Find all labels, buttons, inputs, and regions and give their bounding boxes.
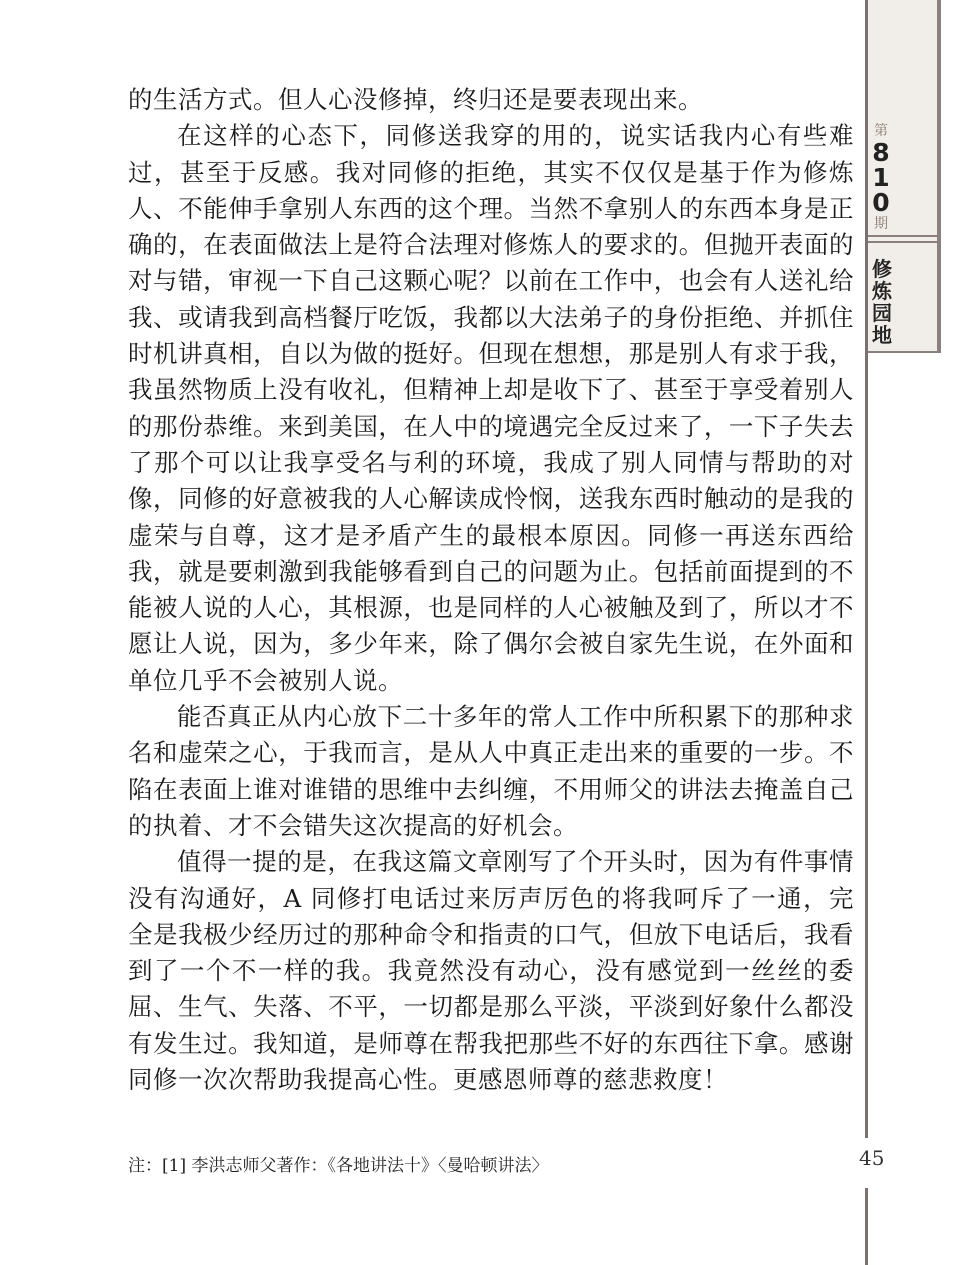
- column-title: [868, 258, 896, 346]
- article-body: [128, 82, 854, 1098]
- column-title-char: 炼: [872, 279, 892, 303]
- page-number: 45: [859, 1146, 885, 1170]
- sidebar-bottom-rule: [868, 351, 940, 353]
- sidebar-divider-bottom: [868, 241, 940, 243]
- sidebar-edge: [937, 0, 941, 353]
- paragraph-3: 能否真正从内心放下二十多年的常人工作中所积累下的那种求名和虚荣之心，于我而言，是从人中真正走出来的重要的一步。不陷在表面上谁对谁错的思维中去纠缠，不用师父的讲法去掩盖自己的执着、才不会错失这次提高的好机会。: [128, 702, 854, 840]
- issue-suffix: 期: [874, 216, 888, 232]
- issue-digit: 1: [872, 163, 890, 192]
- issue-digit: 8: [872, 138, 890, 167]
- footnote: 注：[1] 李洪志师父著作：《各地讲法十》〈曼哈顿讲法〉: [128, 1156, 549, 1176]
- issue-digit: 0: [872, 188, 890, 217]
- column-title-char: 地: [872, 323, 892, 347]
- column-title-char: 修: [872, 257, 892, 281]
- paragraph-2: 在这样的心态下，同修送我穿的用的，说实话我内心有些难过，甚至于反感。我对同修的拒绝，其实不仅仅是基于作为修炼人、不能伸手拿别人东西的这个理。当然不拿别人的东西本身是正确的，在表面做法上是符合法理对修炼人的要求的。但抛开表面的对与错，审视一下自己这颗心呢？以前在工作中，也会有人送礼给我、或请我到高档餐厅吃饭，我都以大法弟子的身份拒绝、并抓住时机讲真相，自以为做的挺好。但现在想想，那是别人有求于我，我虽然物质上没有收礼，但精神上却是收下了、甚至于享受着别人的那份恭维。来到美国，在人中的境遇完全反过来了，一下子失去了那个可以让我享受名与利的环境，我成了别人同情与帮助的对像，同修的好意被我的人心解读成怜悯，送我东西时触动的是我的虚荣与自尊，这才是矛盾产生的最根本原因。同修一再送东西给我，就是要刺激到我能够看到自己的问题为止。包括前面提到的不能被人说的人心，其根源，也是同样的人心被触及到了，所以才不愿让人说，因为，多少年来，除了偶尔会被自家先生说，在外面和单位几乎不会被别人说。: [128, 121, 854, 695]
- issue-prefix: 第: [874, 123, 888, 139]
- margin-rule-lower: [865, 1188, 868, 1265]
- paragraph-4: 值得一提的是，在我这篇文章刚写了个开头时，因为有件事情没有沟通好，A 同修打电话过来厉声厉色的将我呵斥了一通，完全是我极少经历过的那种命令和指责的口气，但放下电话后，我看到了一个不一样的我。我竟然没有动心，没有感觉到一丝丝的委屈、生气、失落、不平，一切都是那么平淡，平淡到好象什么都没有发生过。我知道，是师尊在帮我把那些不好的东西往下拿。感谢同修一次次帮助我提高心性。更感恩师尊的慈悲救度！: [128, 847, 854, 1095]
- paragraph-1: 的生活方式。但人心没修掉，终归还是要表现出来。: [128, 85, 703, 114]
- sidebar-divider-top: [868, 235, 940, 237]
- column-title-char: 园: [872, 301, 892, 325]
- issue-label: [868, 122, 894, 233]
